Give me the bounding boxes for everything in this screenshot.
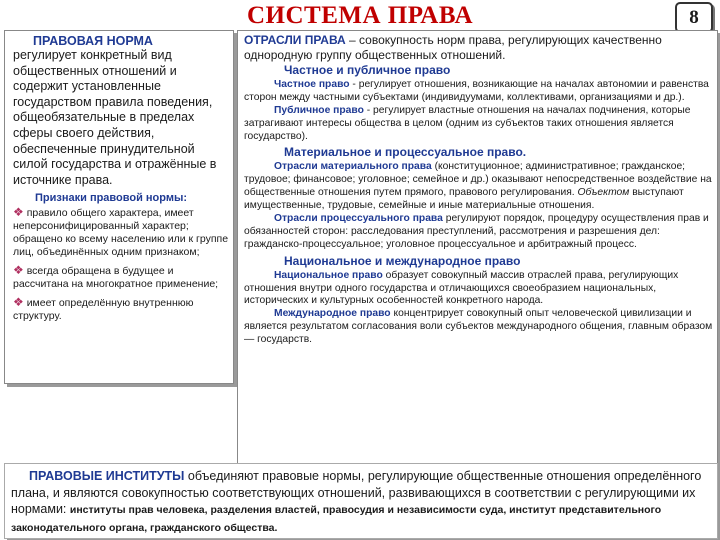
branches-heading-rest: – совокупность норм права, регулирующих качественно однородную группу общественных отношений. bbox=[244, 33, 662, 62]
page-number-badge: 8 bbox=[675, 2, 713, 33]
international-law-term: Международное право bbox=[274, 308, 391, 320]
public-law-paragraph bbox=[244, 105, 713, 144]
diamond-bullet-icon: ❖ bbox=[13, 205, 24, 220]
norm-sign-item bbox=[13, 206, 229, 259]
material-law-paragraph bbox=[244, 161, 713, 213]
national-law-text: образует совокупный массив отраслей права, регулирующих отношения внутри одного государства и отличающихся своеобразием национальных, исторических и культурных особенностей конкретного народа. bbox=[244, 269, 679, 307]
diamond-bullet-icon: ❖ bbox=[13, 263, 24, 278]
legal-norm-heading: ПРАВОВАЯ НОРМА bbox=[33, 34, 153, 48]
diamond-bullet-icon: ❖ bbox=[13, 295, 24, 310]
legal-norm-panel bbox=[4, 30, 234, 384]
procedural-law-text: регулируют порядок, процедуру осуществления прав и обязанностей сторон: расследования преступлений, рассмотрения и разрешения дел: гражданско-процессуальное; уголовное процессуальное и арбитражный процесс. bbox=[244, 212, 709, 250]
legal-norm-definition: регулирует конкретный вид общественных отношений и содержит установленные государством правила поведения, общеобязательные в пределах сферы своего действия, обеспеченные принудительной силой государства и отражённые в источнике права. bbox=[13, 48, 217, 187]
institutes-heading: ПРАВОВЫЕ ИНСТИТУТЫ bbox=[29, 469, 185, 483]
material-law-text-2: выступают имущественные, трудовые, семейные и иные материальные отношения. bbox=[244, 187, 684, 212]
institutes-panel bbox=[4, 463, 718, 539]
private-law-text: - регулирует отношения, возникающие на началах автономии и равенства сторон между частными субъектами (индивидуумами, коллективами, организациями и др.). bbox=[244, 78, 709, 103]
private-law-term: Частное право bbox=[274, 78, 350, 90]
private-public-heading-row bbox=[244, 64, 713, 79]
norm-sign-text: правило общего характера, имеет неперсонифицированный характер; обращено ко всему населению или к группе лиц, объединённых одним признаком; bbox=[13, 207, 229, 259]
branches-heading: ОТРАСЛИ ПРАВА bbox=[244, 33, 346, 47]
material-procedural-heading-row bbox=[244, 146, 713, 161]
norm-sign-text: всегда обращена в будущее и рассчитана на многократное применение; bbox=[13, 265, 219, 291]
norm-signs-heading: Признаки правовой нормы: bbox=[35, 192, 188, 205]
object-word: Объектом bbox=[577, 187, 630, 199]
national-law-term: Национальное право bbox=[274, 269, 383, 281]
national-international-heading-row bbox=[244, 255, 713, 270]
institutes-text: объединяют правовые нормы, регулирующие общественные отношения определённого плана, и являются совокупностью соответствующих отношений, развивающихся в соответствии с регулирующими их нормами: bbox=[11, 469, 702, 516]
institutes-examples: институты прав человека, разделения властей, правосудия и независимости суда, институт представительного законодательного органа, гражданского общества. bbox=[11, 504, 662, 534]
national-law-paragraph bbox=[244, 270, 713, 309]
international-law-text: концентрирует совокупный опыт человеческой цивилизации и является результатом согласования воли субъектов международного общения, главным образом — государств. bbox=[244, 308, 713, 346]
norm-sign-text: имеет определённую внутреннюю структуру. bbox=[13, 297, 194, 323]
norm-sign-item bbox=[13, 296, 229, 323]
branches-panel bbox=[237, 30, 718, 464]
norm-sign-item bbox=[13, 264, 229, 291]
national-international-heading: Национальное и международное право bbox=[284, 253, 521, 268]
material-procedural-heading: Материальное и процессуальное право. bbox=[284, 145, 527, 160]
institutes-paragraph bbox=[11, 468, 711, 536]
procedural-law-term: Отрасли процессуального права bbox=[274, 212, 443, 224]
page-title: СИСТЕМА ПРАВА bbox=[246, 2, 474, 29]
public-law-text: - регулирует властные отношения на началах подчинения, которые затрагивают интересы общества в целом (одним из субъектов таких отношения является государство). bbox=[244, 104, 691, 142]
branches-definition bbox=[244, 33, 713, 62]
procedural-law-paragraph bbox=[244, 213, 713, 252]
private-law-paragraph bbox=[244, 79, 713, 105]
material-law-text: (конституционное; административное; гражданское; трудовое; финансовое; уголовное; семейное и др.) оказывают непосредственное воздействие на общественные отношения путем прямого, правового регулирования. bbox=[244, 161, 712, 199]
material-law-term: Отрасли материального права bbox=[274, 161, 432, 173]
international-law-paragraph bbox=[244, 308, 713, 347]
private-public-heading: Частное и публичное право bbox=[284, 63, 451, 77]
public-law-term: Публичное право bbox=[274, 104, 364, 116]
